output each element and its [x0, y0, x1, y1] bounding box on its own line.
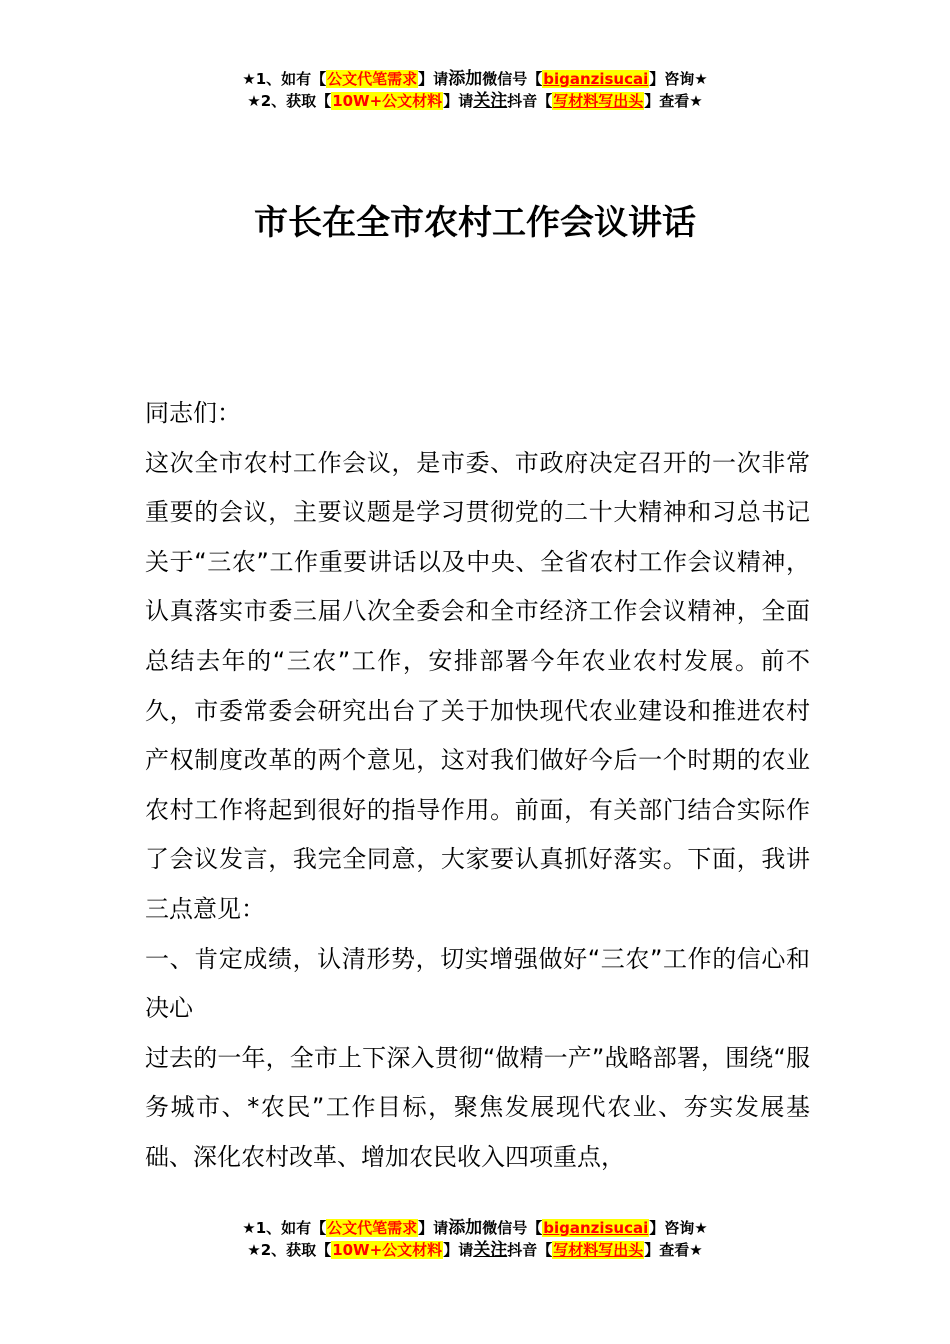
highlight-service: 公文代笔需求 [327, 70, 418, 88]
banner-text: 】请 [418, 1219, 449, 1237]
banner-text: ★2、获取【 [247, 1241, 332, 1259]
banner-line-2 [0, 90, 950, 112]
paragraph: 过去的一年，全市上下深入贯彻“做精一产”战略部署，围绕“服务城市、*农民”工作目标，聚焦发展现代农业、夯实发展基础、深化农村改革、增加农民收入四项重点， [145, 1043, 810, 1171]
banner-text: 】咨询★ [649, 70, 708, 88]
banner-text: 】咨询★ [649, 1219, 708, 1237]
banner-line-2 [0, 1239, 950, 1261]
banner-emphasis: 关注 [473, 91, 508, 111]
paragraph: 这次全市农村工作会议，是市委、市政府决定召开的一次非常重要的会议，主要议题是学习贯彻党的二十大精神和习总书记关于“三农”工作重要讲话以及中央、全省农村工作会议精神，认真落实市委三届八次全委会和全市经济工作会议精神，全面总结去年的“三农”工作，安排部署今年农业农村发展。前不久，市委常委会研究出台了关于加快现代农业建设和推进农村产权制度改革的两个意见，这对我们做好今后一个时期的农业农村工作将起到很好的指导作用。前面，有关部门结合实际作了会议发言，我完全同意，大家要认真抓好落实。下面，我讲三点意见： [145, 448, 810, 923]
document-title: 市长在全市农村工作会议讲话 [254, 203, 696, 243]
document-body [145, 389, 810, 1183]
salutation: 同志们： [145, 399, 241, 427]
banner-text: 】请 [443, 92, 474, 110]
banner-text: 】请 [443, 1241, 474, 1259]
header-banner [0, 68, 950, 112]
wechat-id: biganzisucai [543, 70, 649, 88]
highlight-materials: 10W+公文材料 [332, 92, 443, 110]
highlight-materials: 10W+公文材料 [332, 1241, 443, 1259]
banner-line-1 [0, 1217, 950, 1239]
section-heading: 一、肯定成绩，认清形势，切实增强做好“三农”工作的信心和决心 [145, 944, 810, 1023]
banner-text: 】查看★ [644, 92, 703, 110]
banner-line-1 [0, 68, 950, 90]
banner-text: ★1、如有【 [242, 70, 327, 88]
banner-text: 抖音【 [507, 92, 553, 110]
douyin-id: 写材料写出头 [553, 92, 644, 110]
banner-text: 微信号【 [482, 70, 543, 88]
banner-text: 】查看★ [644, 1241, 703, 1259]
banner-text: 】请 [418, 70, 449, 88]
banner-text: ★1、如有【 [242, 1219, 327, 1237]
banner-emphasis: 关注 [473, 1240, 508, 1260]
banner-text: ★2、获取【 [247, 92, 332, 110]
banner-text: 抖音【 [507, 1241, 553, 1259]
banner-text: 微信号【 [482, 1219, 543, 1237]
footer-banner [0, 1217, 950, 1261]
banner-emphasis: 添加 [448, 69, 483, 89]
douyin-id: 写材料写出头 [553, 1241, 644, 1259]
wechat-id: biganzisucai [543, 1219, 649, 1237]
banner-emphasis: 添加 [448, 1218, 483, 1238]
highlight-service: 公文代笔需求 [327, 1219, 418, 1237]
